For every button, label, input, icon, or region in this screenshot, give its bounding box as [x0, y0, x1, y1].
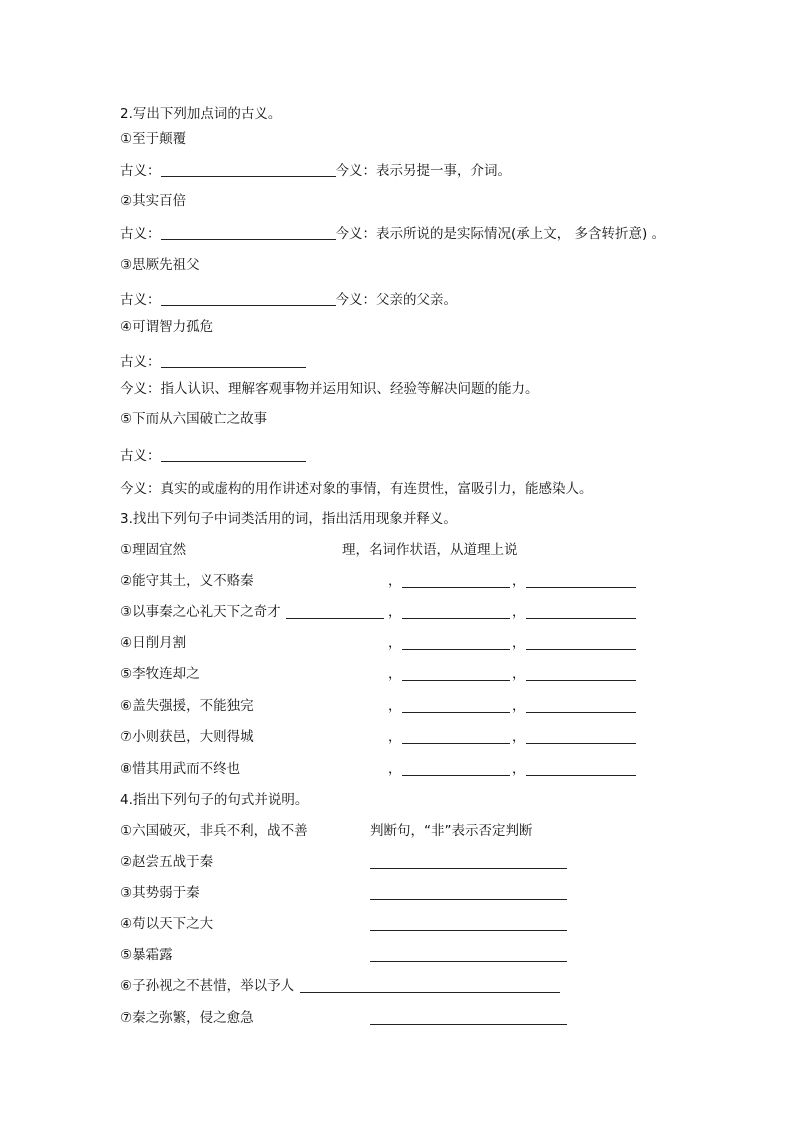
q3-example-sentence: ①理固宜然 [120, 542, 187, 558]
q2-answer-row-3 [120, 291, 457, 309]
gu-blank-2[interactable] [161, 225, 336, 240]
q3-meaning-blank[interactable] [526, 587, 636, 588]
q3-meaning-blank[interactable] [526, 743, 636, 744]
q3-sentence: ⑥盖失强援，不能独完 [120, 698, 254, 714]
comma: ， [388, 666, 402, 682]
jin-text-3: 今义：父亲的父亲。 [335, 292, 457, 308]
comma: ， [512, 635, 526, 651]
q3-meaning-blank[interactable] [526, 775, 636, 776]
q3-title: 3.找出下列句子中词类活用的词，指出活用现象并释义。 [120, 511, 457, 527]
q3-usage-blank[interactable] [402, 618, 510, 619]
gu-blank-4[interactable] [161, 353, 306, 368]
comma: ， [388, 761, 402, 777]
gu-label: 古义： [120, 354, 161, 370]
q4-sentence-3: ③其势弱于秦 [120, 885, 200, 901]
q3-usage-blank[interactable] [402, 649, 510, 650]
q4-answer-line-2[interactable] [370, 868, 567, 869]
comma: ， [512, 573, 526, 589]
comma: ， [388, 635, 402, 651]
q3-meaning-blank[interactable] [526, 649, 636, 650]
q2-title: 2.写出下列加点词的古义。 [120, 106, 282, 122]
q3-usage-blank[interactable] [402, 775, 510, 776]
q3-sentence: ③以事秦之心礼天下之奇才 [120, 604, 281, 620]
q3-example-answer: 理，名词作状语，从道理上说 [342, 542, 518, 558]
jin-text-4: 今义：指人认识、理解客观事物并运用知识、经验等解决问题的能力。 [120, 381, 539, 397]
q4-sentence-4: ④苟以天下之大 [120, 916, 214, 932]
comma: ， [512, 666, 526, 682]
gu-blank-3[interactable] [161, 291, 336, 306]
q3-meaning-blank[interactable] [526, 680, 636, 681]
gu-label: 古义： [120, 292, 161, 308]
q3-sentence: ⑦小则获邑，大则得城 [120, 729, 254, 745]
q3-word-blank[interactable] [286, 618, 384, 619]
q3-sentence: ⑧惜其用武而不终也 [120, 761, 241, 777]
q2-answer-row-1 [120, 162, 511, 180]
q2-answer-row-5 [120, 447, 306, 465]
q2-phrase-1: ①至于颠覆 [120, 131, 187, 147]
comma: ， [388, 729, 402, 745]
q3-meaning-blank[interactable] [526, 618, 636, 619]
gu-blank-5[interactable] [161, 447, 306, 462]
comma: ， [512, 604, 526, 620]
q4-answer-line-7[interactable] [370, 1024, 567, 1025]
jin-text-5: 今义：真实的或虚构的用作讲述对象的事情，有连贯性，富吸引力，能感染人。 [120, 481, 593, 497]
q3-sentence: ⑤李牧连却之 [120, 666, 200, 682]
gu-label: 古义： [120, 163, 161, 179]
q2-phrase-5: ⑤下而从六国破亡之故事 [120, 411, 268, 427]
q2-phrase-3: ③思厥先祖父 [120, 257, 200, 273]
comma: ， [388, 604, 402, 620]
q3-usage-blank[interactable] [402, 743, 510, 744]
comma: ， [388, 698, 402, 714]
jin-text-2: 今义：表示所说的是实际情况(承上文， 多含转折意) 。 [335, 226, 666, 242]
gu-label: 古义： [120, 448, 161, 464]
q4-sentence-5: ⑤暴霜露 [120, 947, 173, 963]
q4-answer-line-6[interactable] [300, 992, 560, 993]
comma: ， [512, 761, 526, 777]
comma: ， [512, 698, 526, 714]
q3-usage-blank[interactable] [402, 680, 510, 681]
q4-title: 4.指出下列句子的句式并说明。 [120, 792, 309, 808]
q2-phrase-2: ②其实百倍 [120, 193, 187, 209]
q3-sentence: ②能守其土，义不赂秦 [120, 573, 254, 589]
q4-answer-line-4[interactable] [370, 930, 567, 931]
q3-meaning-blank[interactable] [526, 712, 636, 713]
comma: ， [512, 729, 526, 745]
jin-text-1: 今义：表示另提一事，介词。 [335, 163, 511, 179]
q3-sentence: ④日削月割 [120, 635, 187, 651]
q4-sentence-2: ②赵尝五战于秦 [120, 854, 214, 870]
q4-sentence-6: ⑥子孙视之不甚惜，举以予人 [120, 978, 295, 994]
comma: ， [388, 573, 402, 589]
q4-sentence-7: ⑦秦之弥繁，侵之愈急 [120, 1010, 254, 1026]
gu-label: 古义： [120, 226, 161, 242]
q2-answer-row-2 [120, 225, 665, 243]
q4-example-answer: 判断句，“非”表示否定判断 [370, 823, 533, 839]
q3-usage-blank[interactable] [402, 712, 510, 713]
q2-answer-row-4 [120, 353, 306, 371]
gu-blank-1[interactable] [161, 162, 336, 177]
q3-usage-blank[interactable] [402, 587, 510, 588]
q2-phrase-4: ④可谓智力孤危 [120, 319, 214, 335]
q4-answer-line-5[interactable] [370, 961, 567, 962]
q4-answer-line-3[interactable] [370, 899, 567, 900]
q4-example-sentence: ①六国破灭，非兵不利，战不善 [120, 823, 308, 839]
